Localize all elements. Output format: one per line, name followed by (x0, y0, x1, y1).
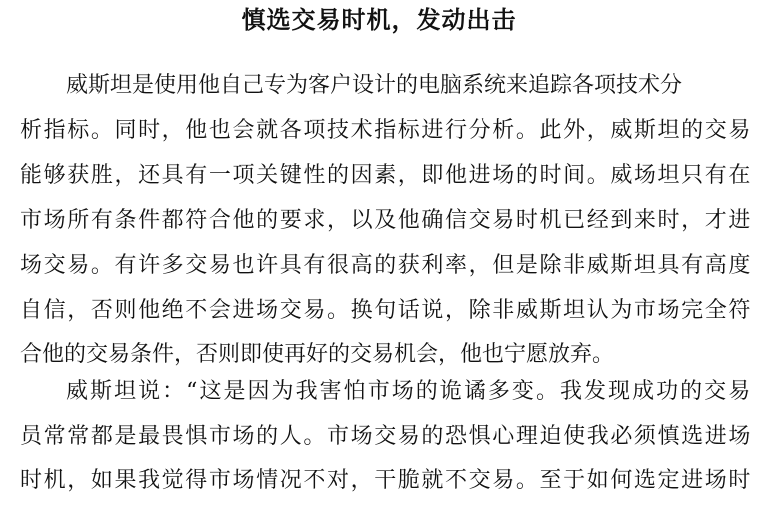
text-line: 威斯坦是使用他自己专为客户设计的电脑系统来追踪各项技术分 (66, 73, 683, 98)
text-line: 威斯坦说：“这是因为我害怕市场的诡谲多变。我发现成功的交易 (66, 379, 753, 404)
text-line: 时机，如果我觉得市场情况不对，干脆就不交易。至于如何选定进场时 (20, 468, 753, 493)
text-line: 能够获胜，还具有一项关键性的因素，即他进场的时间。威场坦只有在 (20, 163, 753, 188)
text-line: 员常常都是最畏惧市场的人。市场交易的恐惧心理迫使我必须慎选进场 (20, 424, 753, 449)
document-title: 慎选交易时机，发动出击 (241, 6, 517, 34)
text-line: 市场所有条件都符合他的要求，以及他确信交易时机已经到来时，才进 (20, 208, 753, 233)
text-line: 析指标。同时，他也会就各项技术指标进行分析。此外，威斯坦的交易 (20, 118, 753, 143)
text-line: 场交易。有许多交易也许具有很高的获利率，但是除非威斯坦具有高度 (20, 253, 753, 278)
text-line: 自信，否则他绝不会进场交易。换句话说，除非威斯坦认为市场完全符 (20, 298, 753, 323)
text-line: 合他的交易条件，否则即使再好的交易机会，他也宁愿放弃。 (20, 342, 615, 367)
